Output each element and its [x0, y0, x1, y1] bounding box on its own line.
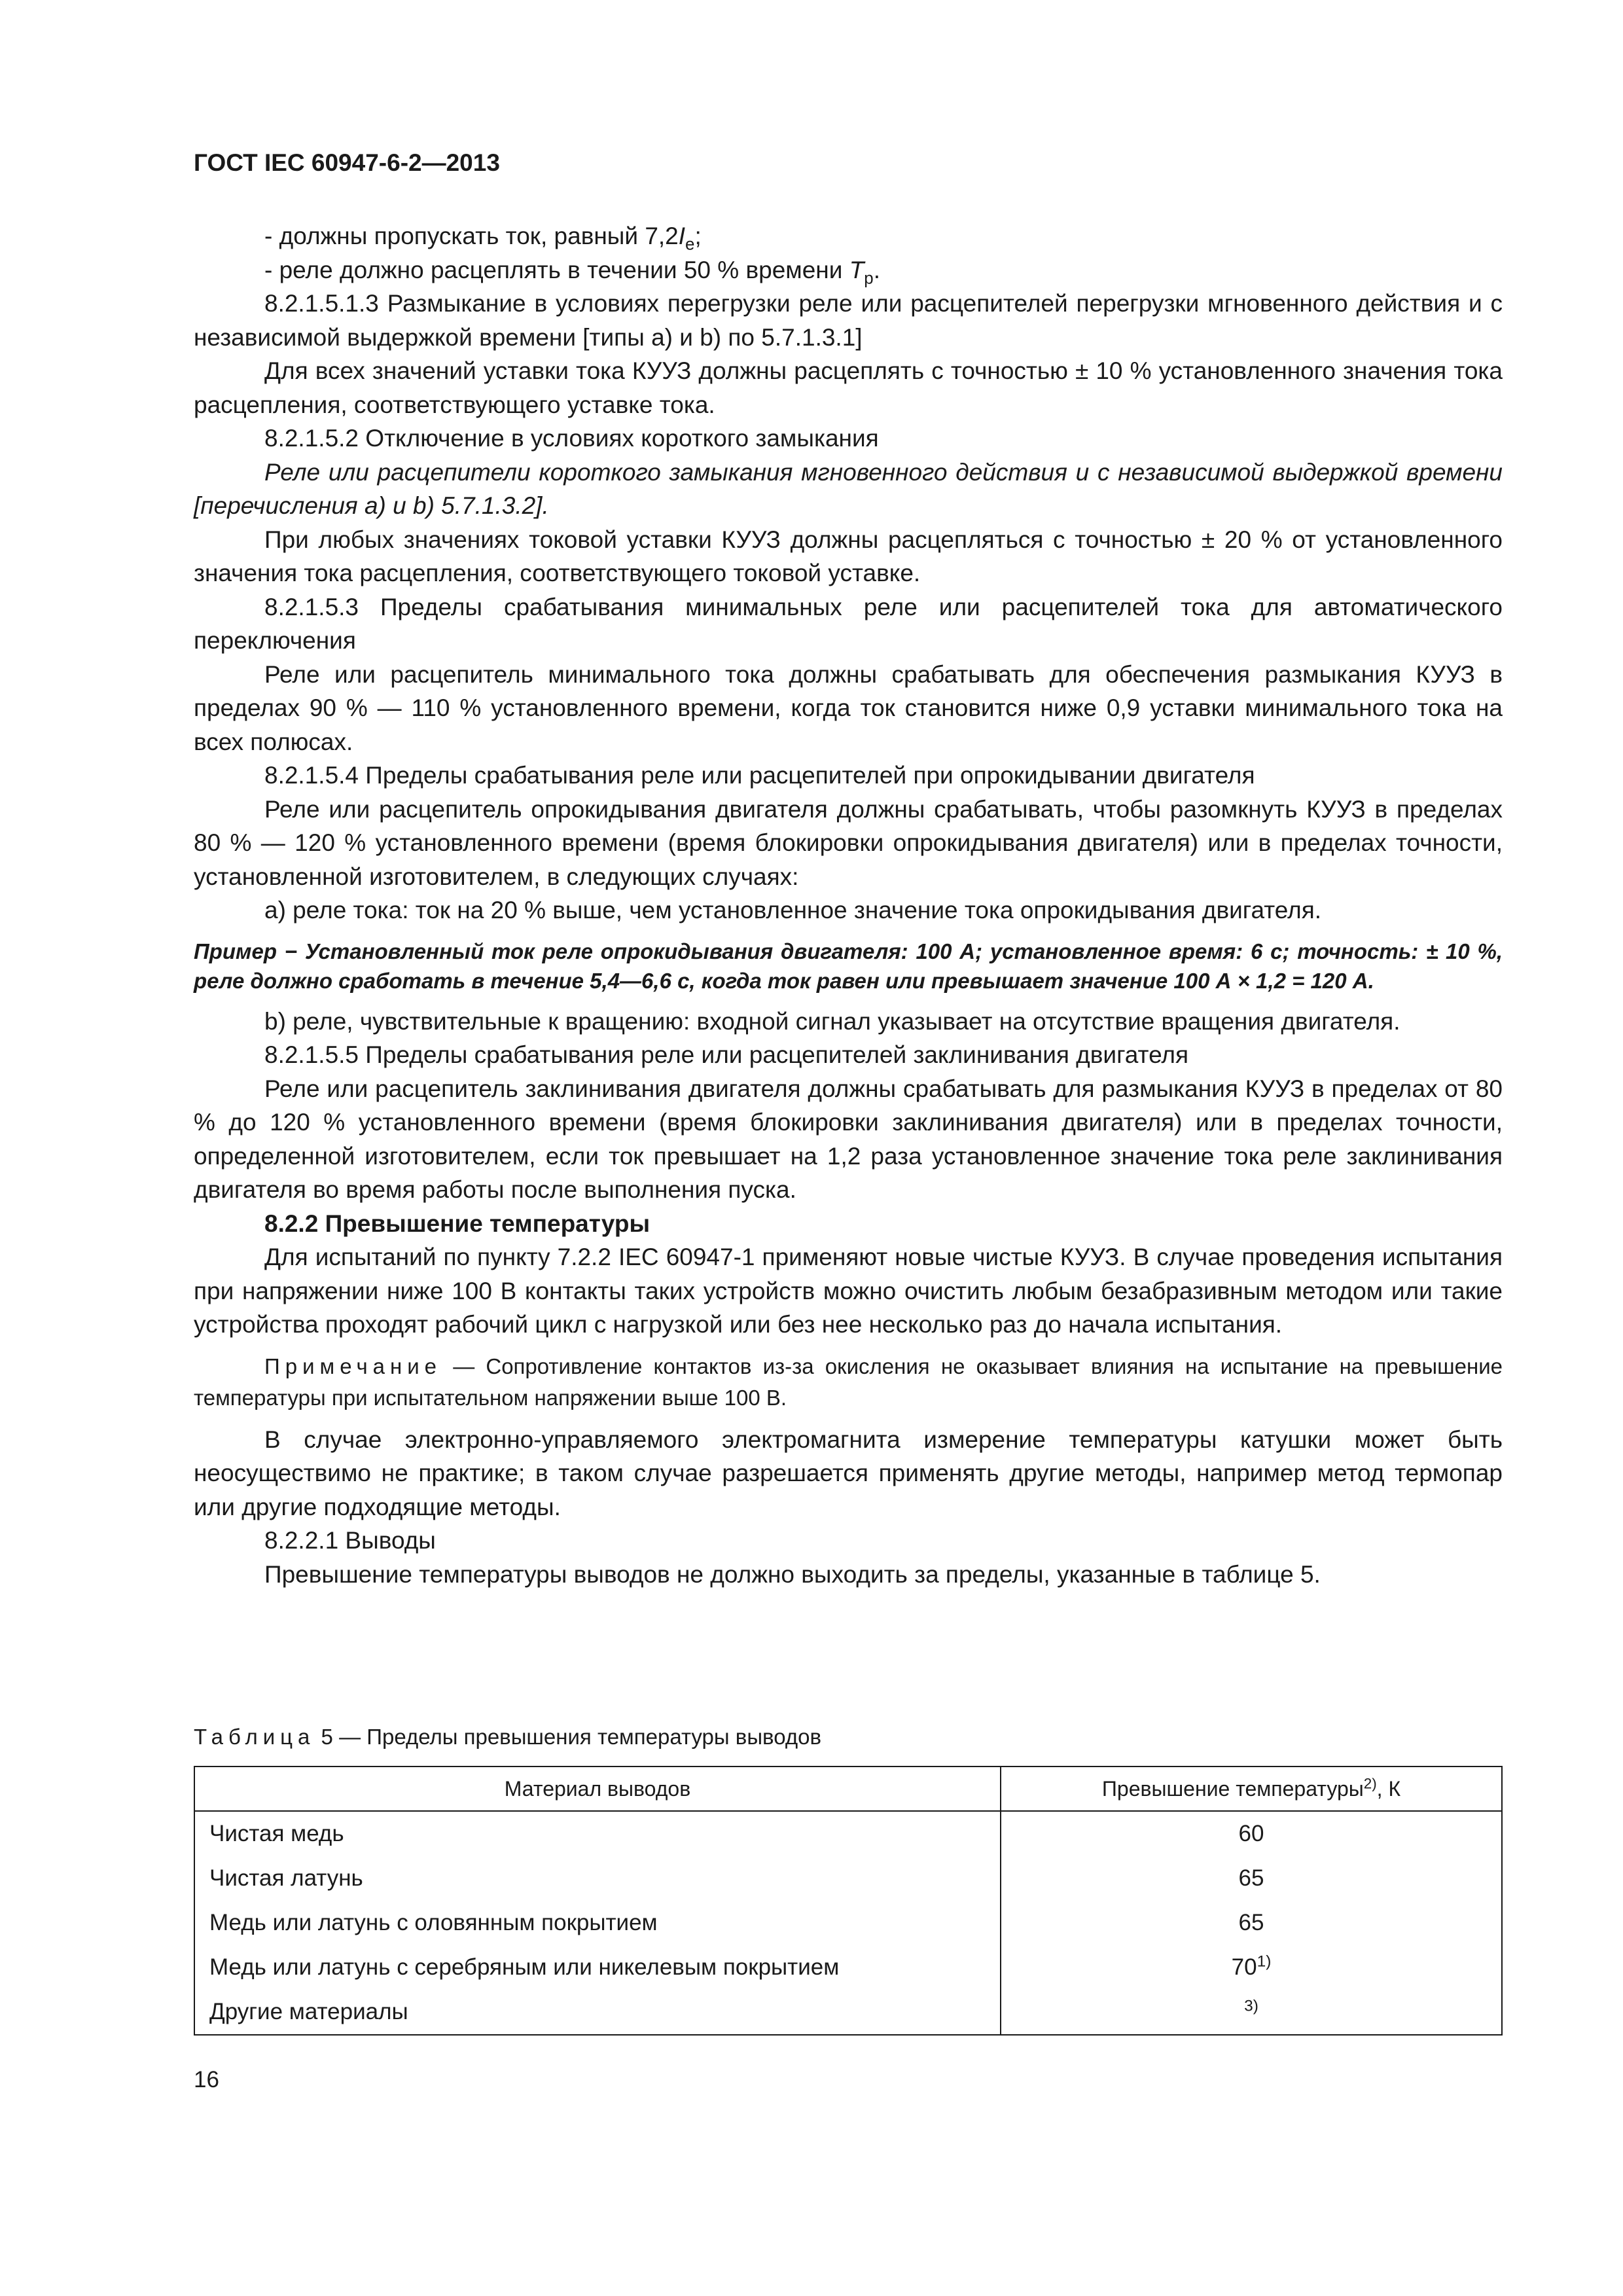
- clause-8-2-1-5-3: 8.2.1.5.3 Пределы срабатывания минимальных реле или расцепителей тока для автоматического переключения: [194, 593, 1503, 654]
- table-cell: Другие материалы: [194, 1990, 1001, 2035]
- list-item: - реле должно расцеплять в течении 50 % времени $T_p$.: [264, 256, 880, 287]
- table-cell: Медь или латунь с оловянным покрытием: [194, 1901, 1001, 1945]
- column-header: Материал выводов: [194, 1767, 1001, 1811]
- paragraph: Реле или расцепитель опрокидывания двигателя должны срабатывать, чтобы разомкнуть КУУЗ в пределах 80 % — 120 % установленного времени (время блокировки опрокидывания двигателя) или в пределах точности, установленной изготовителем, в следующих случаях:: [194, 795, 1503, 890]
- table-cell: 3): [1001, 1990, 1502, 2035]
- example-block: Пример − Установленный ток реле опрокидывания двигателя: 100 А; установленное время: 6 с; точность: ± 10 %, реле должно сработать в течение 5,4—6,6 с, когда ток равен или превышает значение 100 А × 1,2 = 120 А.: [194, 939, 1503, 993]
- paragraph: Реле или расцепитель заклинивания двигателя должны срабатывать для размыкания КУУЗ в пределах от 80 % до 120 % установленного времени (время блокировки заклинивания двигателя) или в пределах точности, определенной изготовителем, если ток превышает на 1,2 раза установленное значение тока реле заклинивания двигателя во время работы после выполнения пуска.: [194, 1075, 1503, 1203]
- paragraph: Реле или расцепитель минимального тока должны срабатывать для обеспечения размыкания КУУЗ в пределах 90 % — 110 % установленного времени, когда ток становится ниже 0,9 уставки минимального тока на всех полюсах.: [194, 660, 1503, 755]
- table-header-row: [194, 1767, 1502, 1811]
- clause-8-2-1-5-1-3: 8.2.1.5.1.3 Размыкание в условиях перегрузки реле или расцепителей перегрузки мгновенного действия и с независимой выдержкой времени [типы a) и b) по 5.7.1.3.1]: [194, 290, 1503, 351]
- table-cell: 65: [1001, 1856, 1502, 1901]
- section-heading-8-2-2: 8.2.2 Превышение температуры: [264, 1210, 651, 1237]
- table-cell: Медь или латунь с серебряным или никелевым покрытием: [194, 1945, 1001, 1990]
- table-row: [194, 1811, 1502, 1856]
- paragraph: При любых значениях токовой уставки КУУЗ должны расцепляться с точностью ± 20 % от установленного значения тока расцепления, соответствующего токовой уставке.: [194, 526, 1503, 586]
- clause-8-2-2-1: 8.2.2.1 Выводы: [264, 1527, 436, 1554]
- table-cell: 60: [1001, 1811, 1502, 1856]
- clause-8-2-1-5-4: 8.2.1.5.4 Пределы срабатывания реле или расцепителей при опрокидывании двигателя: [264, 762, 1255, 789]
- table-caption: Таблица 5 — Пределы превышения температуры выводов: [194, 1725, 821, 1749]
- table-row: [194, 1945, 1502, 1990]
- note-label: Примечание: [264, 1354, 442, 1378]
- note: [194, 1351, 1503, 1414]
- table-cell: Чистая медь: [194, 1811, 1001, 1856]
- column-header: Превышение температуры$^{2)}$, К: [1001, 1767, 1502, 1811]
- list-item: - должны пропускать ток, равный $7,2I_e$;: [264, 223, 702, 254]
- table-row: [194, 1990, 1502, 2035]
- paragraph: В случае электронно-управляемого электромагнита измерение температуры катушки может быть неосуществимо не практике; в таком случае разрешается применять другие методы, например метод термопар или другие подходящие методы.: [194, 1426, 1503, 1520]
- list-item: b) реле, чувствительные к вращению: входной сигнал указывает на отсутствие вращения двигателя.: [264, 1007, 1400, 1035]
- standard-header: ГОСТ IEC 60947-6-2—2013: [194, 149, 500, 176]
- table-row: [194, 1856, 1502, 1901]
- italic-paragraph: Реле или расцепители короткого замыкания мгновенного действия и с независимой выдержкой времени [перечисления а) и b) 5.7.1.3.2].: [194, 458, 1503, 519]
- paragraph: Для испытаний по пункту 7.2.2 IEC 60947-1 применяют новые чистые КУУЗ. В случае проведения испытания при напряжении ниже 100 В контакты таких устройств можно очистить любым безабразивным методом или такие устройства проходят рабочий цикл с нагрузкой или без нее несколько раз до начала испытания.: [194, 1244, 1503, 1338]
- table-cell: 70$^{1)}$: [1001, 1945, 1502, 1990]
- clause-8-2-1-5-5: 8.2.1.5.5 Пределы срабатывания реле или расцепителей заклинивания двигателя: [264, 1041, 1189, 1068]
- table-row: [194, 1901, 1502, 1945]
- page-number: 16: [194, 2067, 219, 2092]
- table-cell: Чистая латунь: [194, 1856, 1001, 1901]
- paragraph: Для всех значений уставки тока КУУЗ должны расцеплять с точностью ± 10 % установленного значения тока расцепления, соответствующего уставке тока.: [194, 357, 1503, 418]
- clause-8-2-1-5-2: 8.2.1.5.2 Отключение в условиях короткого замыкания: [264, 425, 879, 452]
- data-table: [194, 1766, 1503, 2036]
- list-item: а) реле тока: ток на 20 % выше, чем установленное значение тока опрокидывания двигателя.: [264, 897, 1322, 924]
- paragraph: Превышение температуры выводов не должно выходить за пределы, указанные в таблице 5.: [264, 1560, 1321, 1588]
- body-text: [194, 219, 1503, 1591]
- table-cell: 65: [1001, 1901, 1502, 1945]
- note-text: — Сопротивление контактов из-за окисления не оказывает влияния на испытание на превышение температуры при испытательном напряжении выше 100 В.: [194, 1354, 1503, 1410]
